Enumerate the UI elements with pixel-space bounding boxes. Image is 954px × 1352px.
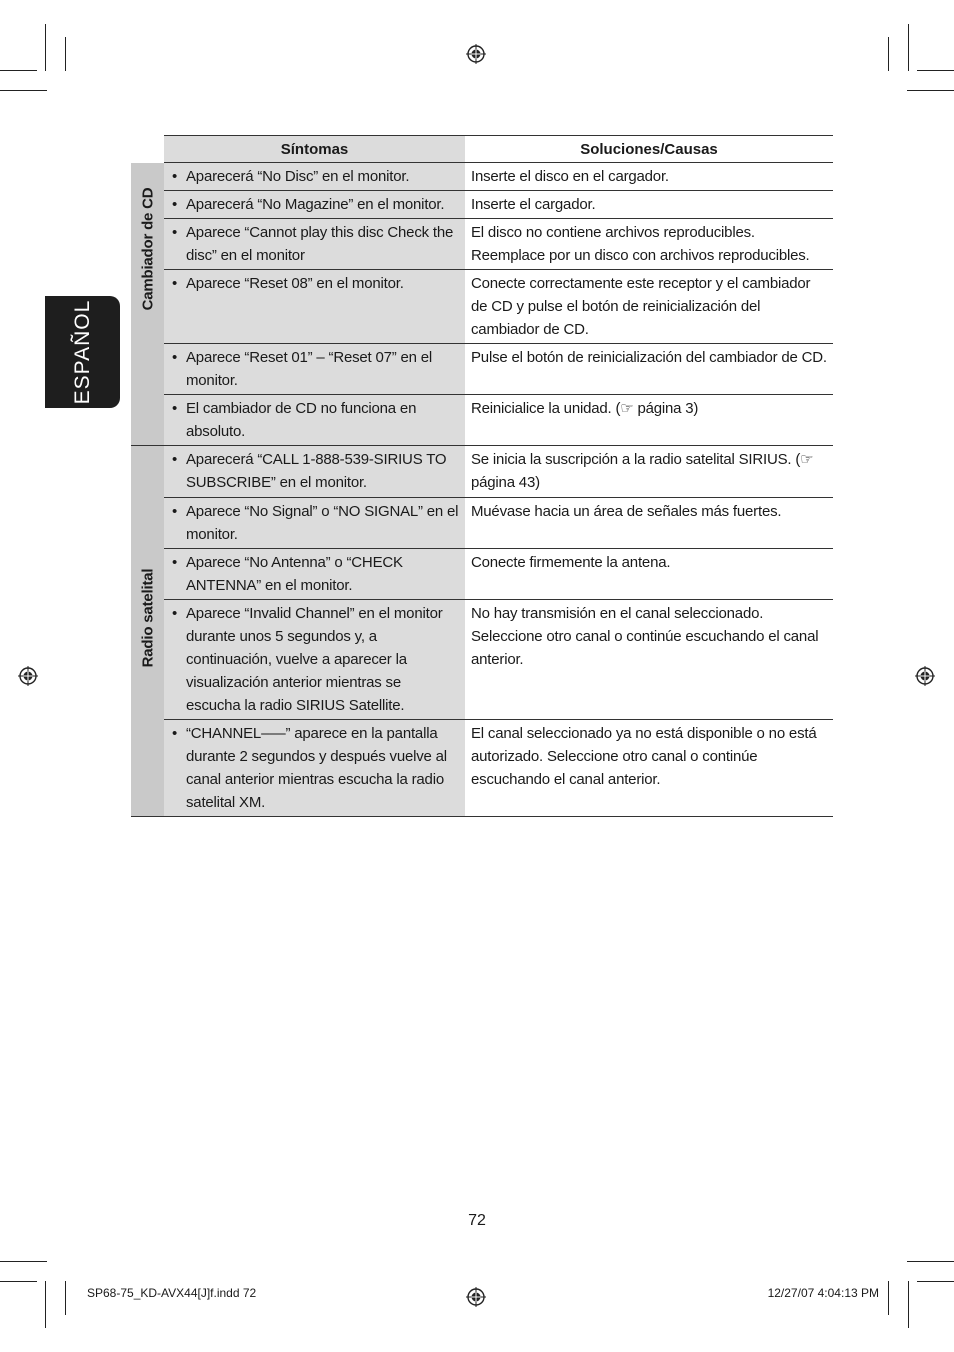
crop-mark bbox=[917, 1281, 954, 1282]
registration-mark-icon bbox=[466, 44, 486, 64]
crop-mark bbox=[908, 24, 909, 71]
crop-mark bbox=[907, 1261, 954, 1262]
table-row bbox=[131, 720, 833, 817]
crop-mark bbox=[888, 37, 889, 71]
solution-cell: No hay transmisión en el canal seleccionado. Seleccione otro canal o continúe escuchando el canal anterior. bbox=[465, 600, 833, 720]
symptom-cell: • Aparecerá “CALL 1-888-539-SIRIUS TO SUBSCRIBE” en el monitor. bbox=[164, 446, 465, 498]
table-header-blank bbox=[131, 136, 164, 163]
solution-cell: El canal seleccionado ya no está disponible o no está autorizado. Seleccione otro canal o continúe escuchando el canal anterior. bbox=[465, 720, 833, 817]
footer-file-info: SP68-75_KD-AVX44[J]f.indd 72 bbox=[87, 1286, 257, 1300]
language-tab-label: ESPAÑOL bbox=[70, 299, 94, 405]
symptom-cell: • “CHANNEL–––” aparece en la pantalla durante 2 segundos y después vuelve al canal anterior mientras escucha la radio satelital XM. bbox=[164, 720, 465, 817]
crop-mark bbox=[65, 37, 66, 71]
crop-mark bbox=[907, 90, 954, 91]
category-satellite-radio bbox=[131, 446, 164, 817]
solution-cell: Reinicialice la unidad. (☞ página 3) bbox=[465, 395, 833, 446]
crop-mark bbox=[65, 1281, 66, 1315]
symptom-cell: • Aparece “Reset 01” – “Reset 07” en el monitor. bbox=[164, 344, 465, 395]
crop-mark bbox=[0, 70, 37, 71]
category-cd-changer bbox=[131, 163, 164, 446]
solution-cell: Muévase hacia un área de señales más fuertes. bbox=[465, 498, 833, 549]
crop-mark bbox=[908, 1281, 909, 1328]
crop-mark bbox=[917, 70, 954, 71]
symptom-cell: • Aparece “Reset 08” en el monitor. bbox=[164, 270, 465, 344]
header-symptoms: Síntomas bbox=[164, 136, 465, 163]
header-solutions: Soluciones/Causas bbox=[465, 136, 833, 163]
page-number: 72 bbox=[468, 1212, 486, 1229]
table-row bbox=[131, 163, 833, 191]
solution-cell: Pulse el botón de reinicialización del cambiador de CD. bbox=[465, 344, 833, 395]
registration-mark-icon bbox=[466, 1287, 486, 1307]
crop-mark bbox=[0, 1281, 37, 1282]
crop-mark bbox=[45, 1281, 46, 1328]
table-row bbox=[131, 446, 833, 498]
solution-cell: El disco no contiene archivos reproducibles. Reemplace por un disco con archivos reproducibles. bbox=[465, 219, 833, 270]
table-row bbox=[131, 395, 833, 446]
footer-datetime: 12/27/07 4:04:13 PM bbox=[767, 1286, 879, 1300]
symptom-cell: • Aparecerá “No Disc” en el monitor. bbox=[164, 163, 465, 191]
symptom-cell: • Aparecerá “No Magazine” en el monitor. bbox=[164, 191, 465, 219]
symptom-cell: • Aparece “Cannot play this disc Check the disc” en el monitor bbox=[164, 219, 465, 270]
crop-mark bbox=[0, 1261, 47, 1262]
category-label: Cambiador de CD bbox=[139, 187, 156, 310]
category-label: Radio satelital bbox=[139, 568, 156, 668]
symptom-cell: • Aparece “Invalid Channel” en el monitor durante unos 5 segundos y, a continuación, vuelve a aparecer la visualización anterior mientras se escucha la radio SIRIUS Satellite. bbox=[164, 600, 465, 720]
solution-cell: Conecte firmemente la antena. bbox=[465, 549, 833, 600]
registration-mark-icon bbox=[915, 666, 935, 686]
registration-mark-icon bbox=[18, 666, 38, 686]
table-row bbox=[131, 219, 833, 270]
table-row bbox=[131, 498, 833, 549]
table-row bbox=[131, 600, 833, 720]
table-row bbox=[131, 549, 833, 600]
table-header-row bbox=[131, 136, 833, 163]
symptom-cell: • Aparece “No Signal” o “NO SIGNAL” en el monitor. bbox=[164, 498, 465, 549]
solution-cell: Se inicia la suscripción a la radio satelital SIRIUS. (☞ página 43) bbox=[465, 446, 833, 498]
language-tab bbox=[45, 296, 120, 408]
solution-cell: Inserte el cargador. bbox=[465, 191, 833, 219]
table-row bbox=[131, 191, 833, 219]
troubleshooting-table bbox=[131, 135, 833, 817]
symptom-cell: • El cambiador de CD no funciona en absoluto. bbox=[164, 395, 465, 446]
table-row bbox=[131, 344, 833, 395]
crop-mark bbox=[0, 90, 47, 91]
symptom-cell: • Aparece “No Antenna” o “CHECK ANTENNA” en el monitor. bbox=[164, 549, 465, 600]
crop-mark bbox=[45, 24, 46, 71]
crop-mark bbox=[888, 1281, 889, 1315]
table-row bbox=[131, 270, 833, 344]
solution-cell: Conecte correctamente este receptor y el cambiador de CD y pulse el botón de reinicialización del cambiador de CD. bbox=[465, 270, 833, 344]
solution-cell: Inserte el disco en el cargador. bbox=[465, 163, 833, 191]
